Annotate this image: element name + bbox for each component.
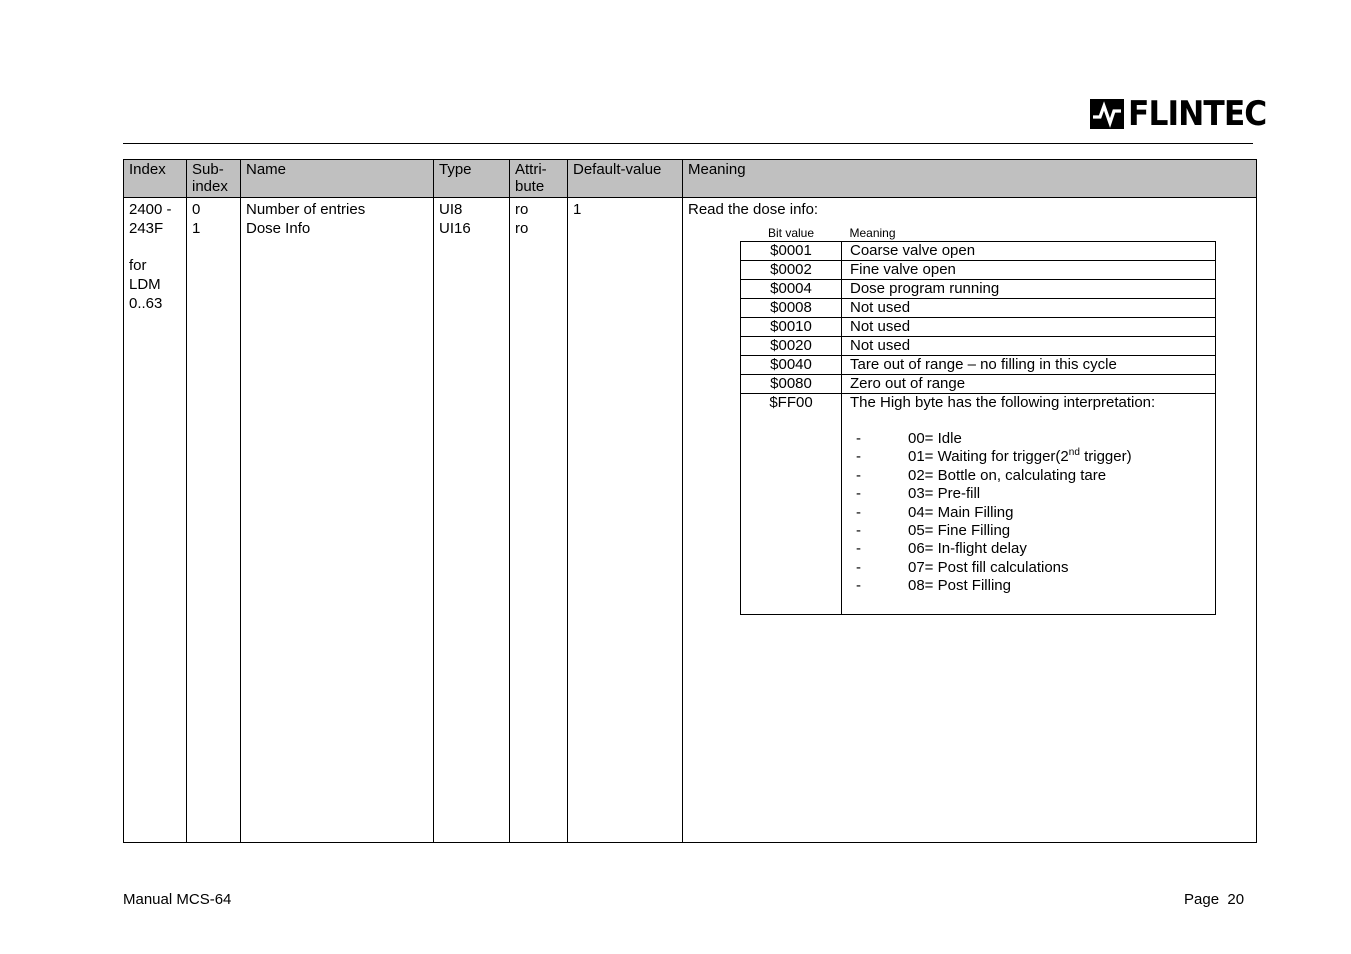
bit-row bbox=[741, 337, 1216, 356]
bit-row-high-byte bbox=[741, 394, 1216, 615]
state-text: 02= Bottle on, calculating tare bbox=[908, 466, 1107, 484]
col-default-value: Default-value bbox=[568, 160, 683, 198]
cell-default-value: 1 bbox=[568, 198, 683, 843]
bit-value-header: Bit value bbox=[767, 226, 815, 240]
bit-row bbox=[741, 280, 1216, 299]
flintec-logo bbox=[1090, 96, 1278, 132]
dash-bullet: - bbox=[856, 540, 861, 558]
dash-bullet: - bbox=[856, 448, 861, 466]
list-item bbox=[850, 559, 1215, 577]
table-row bbox=[124, 198, 1257, 843]
state-text: 05= Fine Filling bbox=[908, 522, 1011, 540]
bit-value: $0020 bbox=[741, 337, 842, 356]
bit-value: $0010 bbox=[741, 318, 842, 337]
dash-bullet: - bbox=[856, 558, 861, 576]
state-text: 06= In-flight delay bbox=[908, 540, 1027, 558]
high-byte-state-list bbox=[850, 430, 1215, 596]
bit-meaning: Coarse valve open bbox=[842, 242, 1216, 261]
col-name: Name bbox=[241, 160, 434, 198]
bit-value: $0040 bbox=[741, 356, 842, 375]
bit-value: $0008 bbox=[741, 299, 842, 318]
bit-meaning: Zero out of range bbox=[842, 375, 1216, 394]
col-type: Type bbox=[434, 160, 510, 198]
state-text: 01= Waiting for trigger(2nd trigger) bbox=[908, 447, 1132, 466]
list-item bbox=[850, 522, 1215, 540]
flintec-wave-icon bbox=[1090, 97, 1124, 131]
state-text: 08= Post Filling bbox=[908, 577, 1011, 595]
bit-value: $0002 bbox=[741, 261, 842, 280]
list-item bbox=[850, 467, 1215, 485]
bit-meaning: Fine valve open bbox=[842, 261, 1216, 280]
state-text: 04= Main Filling bbox=[908, 503, 1014, 521]
bit-value: $FF00 bbox=[741, 394, 842, 615]
state-text: 03= Pre-fill bbox=[908, 485, 981, 503]
bit-value: $0001 bbox=[741, 242, 842, 261]
bit-value: $0004 bbox=[741, 280, 842, 299]
cell-attribute: ro ro bbox=[510, 198, 568, 843]
list-item bbox=[850, 485, 1215, 503]
col-meaning: Meaning bbox=[683, 160, 1257, 198]
col-index: Index bbox=[124, 160, 187, 198]
ordinal-superscript: nd bbox=[1068, 447, 1080, 459]
bit-meaning: Not used bbox=[842, 299, 1216, 318]
dash-bullet: - bbox=[856, 577, 861, 595]
state-text: 00= Idle bbox=[908, 430, 962, 447]
cell-name: Number of entries Dose Info bbox=[241, 198, 434, 843]
dash-bullet: - bbox=[856, 485, 861, 503]
list-item bbox=[850, 430, 1215, 448]
bit-meaning: Dose program running bbox=[842, 280, 1216, 299]
bit-value-table bbox=[740, 225, 1216, 615]
cell-type: UI8 UI16 bbox=[434, 198, 510, 843]
cell-subindex: 0 1 bbox=[187, 198, 241, 843]
bit-meaning-header: Meaning bbox=[849, 226, 896, 240]
bit-row bbox=[741, 375, 1216, 394]
dash-bullet: - bbox=[856, 503, 861, 521]
meaning-intro: Read the dose info: bbox=[688, 201, 819, 218]
dash-bullet: - bbox=[856, 466, 861, 484]
bit-row bbox=[741, 318, 1216, 337]
state-text: 07= Post fill calculations bbox=[908, 558, 1069, 576]
bit-row bbox=[741, 299, 1216, 318]
bit-meaning: Not used bbox=[842, 318, 1216, 337]
bit-row bbox=[741, 356, 1216, 375]
bit-meaning: Not used bbox=[842, 337, 1216, 356]
bit-value: $0080 bbox=[741, 375, 842, 394]
bit-meaning: The High byte has the following interpretation: - 00= Idle - 01= Waiting for trigger(2nd trigger) - 02= Bottle on, calculating tare - 03= Pre-fill - 04= Main Filling - 05= Fine Filling - 06= In-flight delay - 07= Post fill calculations - 08= Post Filling bbox=[842, 394, 1216, 615]
cell-index: 2400 - 243F for LDM 0..63 bbox=[124, 198, 187, 843]
list-item bbox=[850, 504, 1215, 522]
list-item bbox=[850, 448, 1215, 466]
dash-bullet: - bbox=[856, 522, 861, 540]
col-subindex: Sub- index bbox=[187, 160, 241, 198]
col-attribute: Attri- bute bbox=[510, 160, 568, 198]
bit-row bbox=[741, 261, 1216, 280]
header-rule bbox=[123, 143, 1253, 144]
footer-manual-name: Manual MCS-64 bbox=[123, 891, 232, 908]
logo-text: FLINTEC bbox=[1128, 94, 1267, 134]
list-item bbox=[850, 577, 1215, 595]
list-item bbox=[850, 540, 1215, 558]
bit-row bbox=[741, 242, 1216, 261]
bit-meaning: Tare out of range – no filling in this cycle bbox=[842, 356, 1216, 375]
dash-bullet: - bbox=[856, 430, 861, 447]
cell-meaning bbox=[683, 198, 1257, 843]
table-header-row bbox=[124, 160, 1257, 198]
object-dictionary-table bbox=[123, 159, 1257, 843]
footer-page-number: Page 20 bbox=[1184, 891, 1245, 908]
